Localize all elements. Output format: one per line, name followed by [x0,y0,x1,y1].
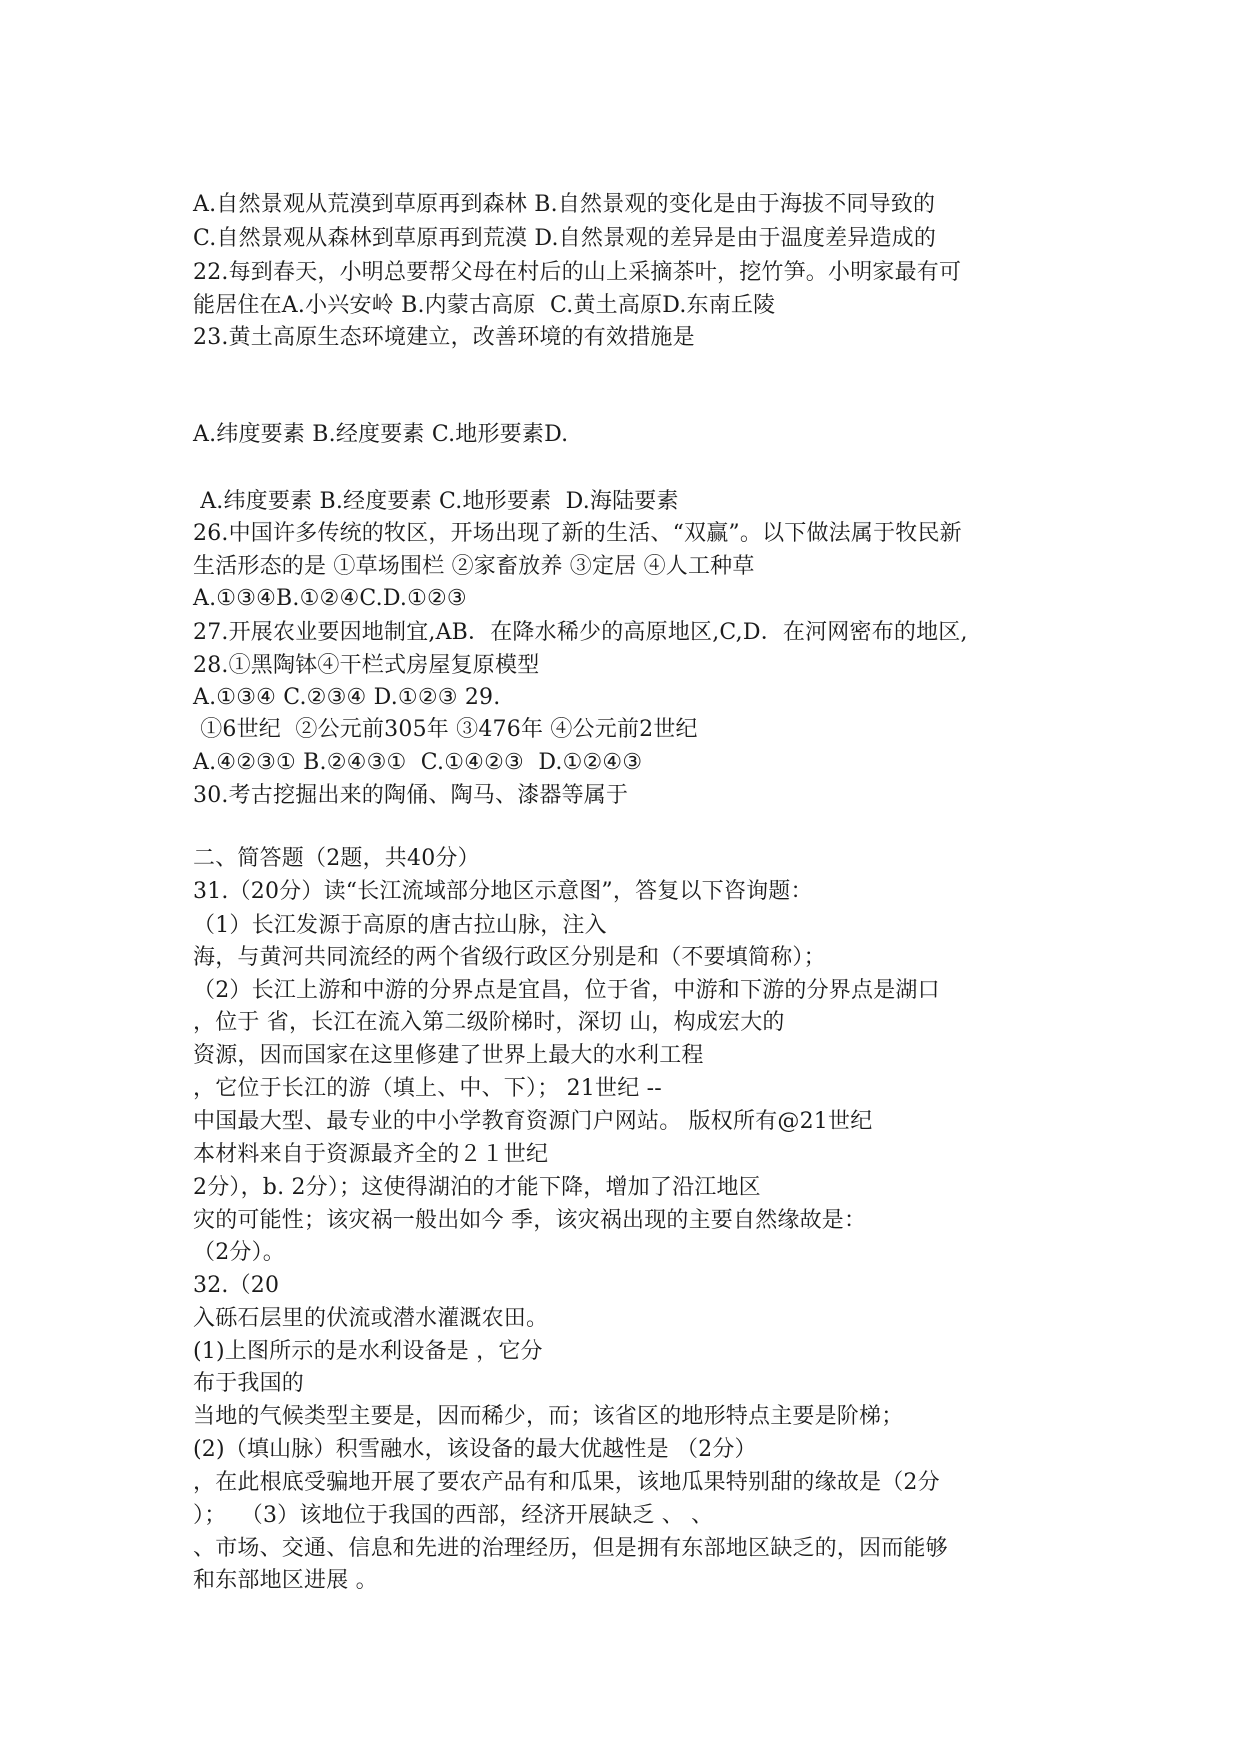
text-line: A.自然景观从荒漠到草原再到森林 B.自然景观的变化是由于海拔不同导致的 [193,192,936,217]
text-line: A.①③④B.①②④C.D.①②③ [193,586,467,611]
text-line: ）； （3）该地位于我国的西部，经济开展缺乏 、 、 [193,1503,714,1528]
text-line: 26.中国许多传统的牧区，开场出现了新的生活、“双赢”。以下做法属于牧民新 [193,521,962,546]
text-line: 2分），b. 2分）；这使得湖泊的才能下降，增加了沿江地区 [193,1175,761,1200]
section-heading: 二、简答题（2题，共40分） [193,846,480,871]
text-line: 22.每到春天，小明总要帮父母在村后的山上采摘茶叶，挖竹笋。小明家最有可 [193,260,962,285]
text-line: （1）长江发源于高原的唐古拉山脉，注入 [193,913,607,938]
text-line: A.纬度要素 B.经度要素 C.地形要素D. [193,422,569,447]
text-line: 资源，因而国家在这里修建了世界上最大的水利工程 [193,1043,704,1068]
text-line: A.①③④ C.②③④ D.①②③ 29. [193,685,501,710]
text-line: C.自然景观从森林到草原再到荒漠 D.自然景观的差异是由于温度差异造成的 [193,226,937,251]
text-line: 31.（20分）读“长江流域部分地区示意图”，答复以下咨询题： [193,879,813,904]
text-line: ①6世纪 ②公元前305年 ③476年 ④公元前2世纪 [193,717,698,742]
text-line: 布于我国的 [193,1371,305,1396]
text-line: 入砾石层里的伏流或潜水灌溉农田。 [193,1306,549,1331]
text-line: 灾的可能性；该灾祸一般出如今 季，该灾祸出现的主要自然缘故是： [193,1208,867,1233]
text-line: 、市场、交通、信息和先进的治理经历，但是拥有东部地区缺乏的，因而能够 [193,1536,948,1561]
text-line: 23.黄土高原生态环境建立，改善环境的有效措施是 [193,325,695,350]
text-line: 当地的气候类型主要是，因而稀少，而；该省区的地形特点主要是阶梯； [193,1404,904,1429]
text-line: 中国最大型、最专业的中小学教育资源门户网站。 版权所有@21世纪 [193,1109,873,1134]
text-line: 生活形态的是 ①草场围栏 ②家畜放养 ③定居 ④人工种草 [193,554,755,579]
text-line: 27.开展农业要因地制宜,AB．在降水稀少的高原地区,C,D．在河网密布的地区, [193,620,968,645]
text-line: A.④②③① B.②④③① C.①④②③ D.①②④③ [193,750,643,775]
text-line: ，它位于长江的游（填上、中、下）； 21世纪 -- [193,1076,662,1101]
text-line: ，在此根底受骗地开展了要农产品有和瓜果，该地瓜果特别甜的缘故是（2分 [193,1470,940,1495]
text-line: 28.①黑陶钵④干栏式房屋复原模型 [193,653,540,678]
text-line: A.纬度要素 B.经度要素 C.地形要素 D.海陆要素 [193,489,679,514]
text-line: ，位于 省，长江在流入第二级阶梯时，深切 山，构成宏大的 [193,1010,785,1035]
text-line: (2)（填山脉）积雪融水，该设备的最大优越性是 （2分） [193,1437,757,1462]
text-line: 能居住在A.小兴安岭 B.内蒙古高原 C.黄土高原D.东南丘陵 [193,293,776,318]
text-line: (1)上图所示的是水利设备是 ，它分 [193,1339,543,1364]
text-line: 海，与黄河共同流经的两个省级行政区分别是和（不要填简称）； [193,945,826,970]
text-line: 30.考古挖掘出来的陶俑、陶马、漆器等属于 [193,783,629,808]
text-line: 32.（20 [193,1273,280,1298]
text-line: 本材料来自于资源最齐全的２１世纪 [193,1142,549,1167]
text-line: （2分）。 [193,1240,285,1265]
text-line: 和东部地区进展 。 [193,1568,378,1593]
text-line: （2）长江上游和中游的分界点是宜昌，位于省，中游和下游的分界点是湖口 [193,978,940,1003]
